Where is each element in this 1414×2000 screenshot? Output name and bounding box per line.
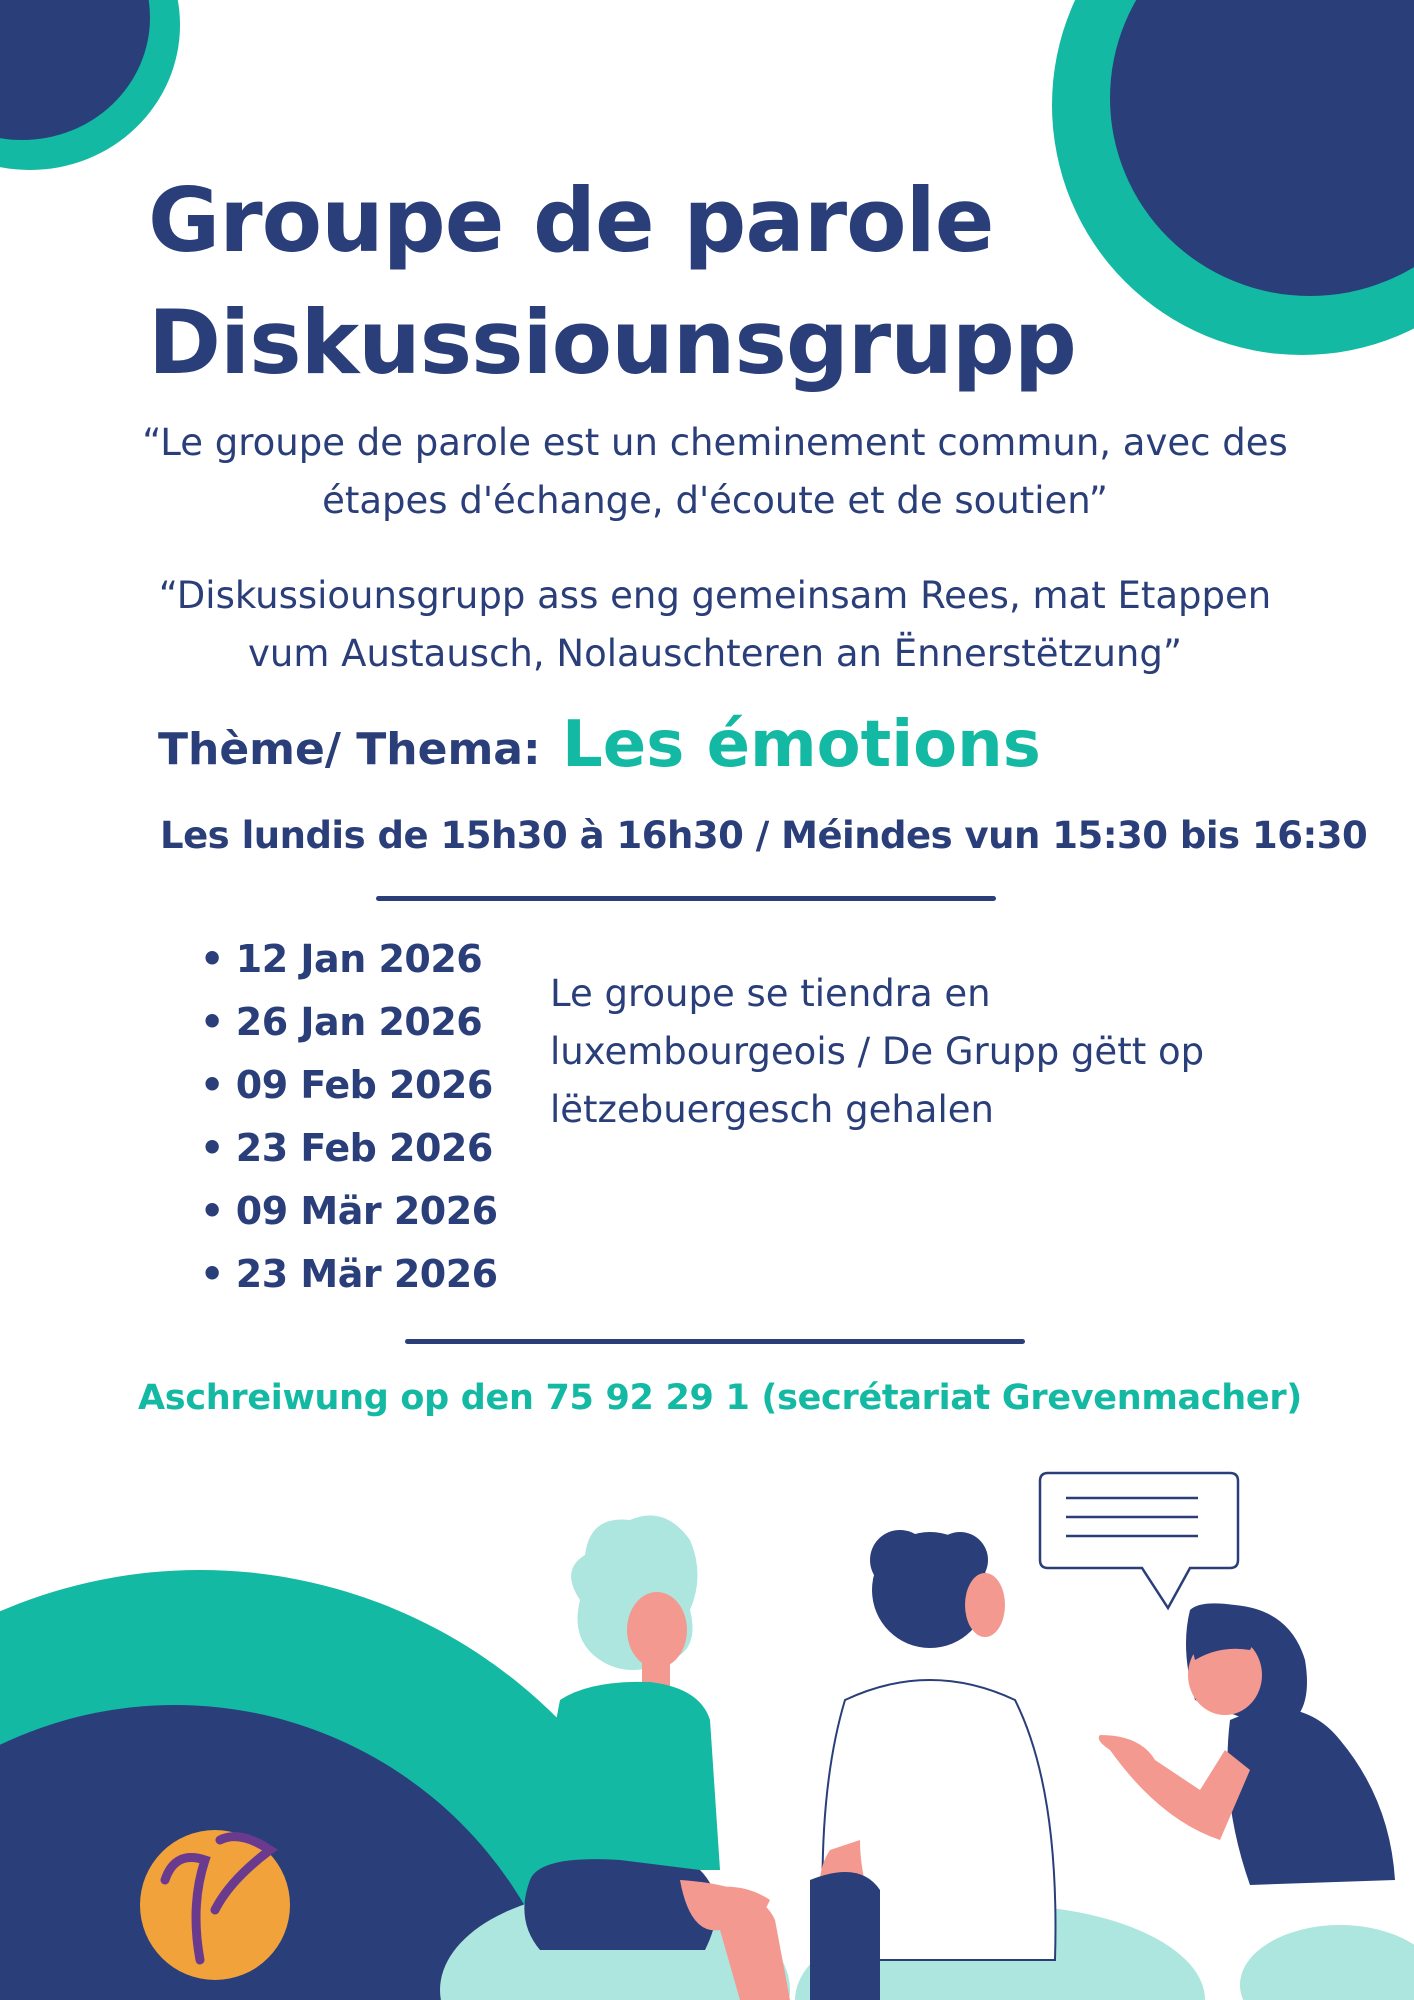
- date-item: • 23 Mär 2026: [200, 1243, 498, 1306]
- registration-info: Aschreiwung op den 75 92 29 1 (secrétariat Grevenmacher): [138, 1378, 1302, 1418]
- date-item: • 09 Mär 2026: [200, 1180, 498, 1243]
- title-line-fr: Groupe de parole: [148, 169, 994, 272]
- date-item: • 09 Feb 2026: [200, 1054, 498, 1117]
- bush-right: [1240, 1925, 1414, 2000]
- logo-icon: [140, 1830, 290, 1980]
- theme-value: Les émotions: [562, 708, 1041, 782]
- title-line-lb: Diskussiounsgrupp: [148, 291, 1076, 394]
- date-item: • 26 Jan 2026: [200, 991, 498, 1054]
- quote-luxembourgish: “Diskussiounsgrupp ass eng gemeinsam Rees, mat Etappen vum Austausch, Nolauschteren an Ënnerstëtzung”: [158, 574, 1272, 675]
- person-right: [1099, 1603, 1395, 1885]
- date-item: • 23 Feb 2026: [200, 1117, 498, 1180]
- schedule-text: Les lundis de 15h30 à 16h30 / Méindes vun 15:30 bis 16:30: [160, 814, 1368, 857]
- date-item: • 12 Jan 2026: [200, 928, 498, 991]
- person-middle: [810, 1530, 1056, 2000]
- speech-bubble-icon: [1040, 1473, 1238, 1608]
- person-left: [524, 1516, 790, 2000]
- quote-french: “Le groupe de parole est un cheminement commun, avec des étapes d'échange, d'écoute et de soutien”: [142, 421, 1288, 522]
- theme-label: Thème/ Thema:: [158, 724, 541, 775]
- language-note: Le groupe se tiendra en luxembourgeois / De Grupp gëtt op lëtzebuergesch gehalen: [550, 972, 1205, 1131]
